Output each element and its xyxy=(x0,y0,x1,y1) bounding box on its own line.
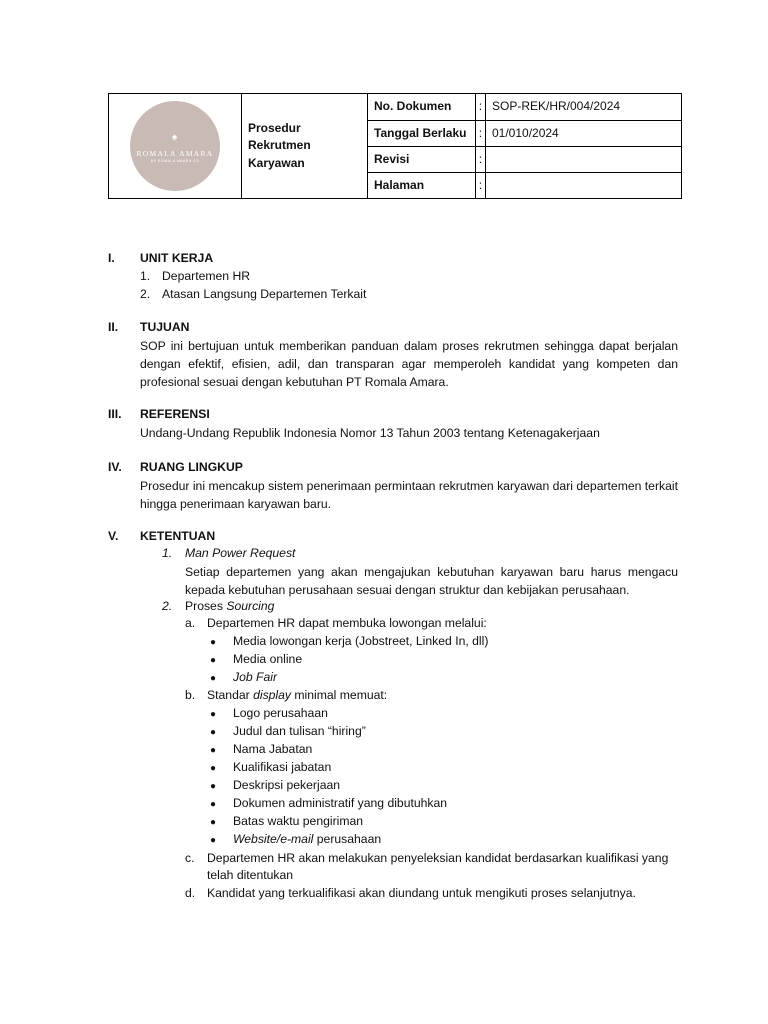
section-heading: REFERENSI xyxy=(140,407,210,421)
section-heading: RUANG LINGKUP xyxy=(140,460,243,474)
logo-tagline: BY ROMALA AMARA CO xyxy=(150,159,200,163)
list-item-continuation: telah ditentukan xyxy=(207,868,294,882)
bullet-item: Job Fair xyxy=(233,670,278,684)
doc-number-value: SOP-REK/HR/004/2024 xyxy=(486,94,682,121)
section-paragraph: SOP ini bertujuan untuk memberikan panduan dalam proses rekrutmen sehingga dapat berjalan dengan efektif, efisien, adil, dan transparan agar memperoleh kandidat yang kompeten dan profesional sesuai dengan kebutuhan PT Romala Amara. xyxy=(140,339,678,389)
bullet-icon: ● xyxy=(210,781,217,792)
bullet-item: Logo perusahaan xyxy=(233,706,328,720)
section-heading: UNIT KERJA xyxy=(140,251,214,265)
list-marker: 1. xyxy=(140,269,151,283)
bullet-item-italic: Website/e-mail xyxy=(233,832,314,846)
bullet-icon: ● xyxy=(210,727,217,738)
list-item: Kandidat yang terkualifikasi akan diundang untuk mengikuti proses selanjutnya. xyxy=(207,886,636,900)
subsection-title-italic: Sourcing xyxy=(226,599,275,613)
section-heading: TUJUAN xyxy=(140,320,190,334)
effective-date-value: 01/010/2024 xyxy=(486,121,682,147)
revision-value xyxy=(486,147,682,173)
page-label: Halaman xyxy=(368,173,476,199)
bullet-icon: ● xyxy=(210,655,217,666)
section-number: V. xyxy=(108,529,119,543)
bullet-item: Deskripsi pekerjaan xyxy=(233,778,341,792)
bullet-item: Media online xyxy=(233,652,303,666)
list-item: Departemen HR dapat membuka lowongan melalui: xyxy=(207,616,487,630)
bullet-item: Batas waktu pengiriman xyxy=(233,814,364,828)
list-marker: 2. xyxy=(162,599,173,613)
bullet-icon: ● xyxy=(210,763,217,774)
colon: : xyxy=(476,121,486,147)
bullet-icon: ● xyxy=(210,673,217,684)
list-marker: 2. xyxy=(140,287,151,301)
bullet-item: Judul dan tulisan “hiring” xyxy=(233,724,366,738)
section-number: III. xyxy=(108,407,122,421)
list-item: Departemen HR akan melakukan penyeleksian kandidat berdasarkan kualifikasi yang xyxy=(207,851,669,865)
bullet-item: Media lowongan kerja (Jobstreet, Linked In, dll) xyxy=(233,634,489,648)
page-value xyxy=(486,173,682,199)
text-italic: display xyxy=(253,688,292,702)
bullet-icon: ● xyxy=(210,835,217,846)
list-marker: b. xyxy=(185,688,196,702)
doc-number-label: No. Dokumen xyxy=(368,94,476,121)
section-heading: KETENTUAN xyxy=(140,529,216,543)
effective-date-label: Tanggal Berlaku xyxy=(368,121,476,147)
section-number: I. xyxy=(108,251,115,265)
section-paragraph: Undang-Undang Republik Indonesia Nomor 13 Tahun 2003 tentang Ketenagakerjaan xyxy=(140,426,600,440)
document-header-table xyxy=(108,93,682,199)
section-paragraph: Prosedur ini mencakup sistem penerimaan permintaan rekrutmen karyawan dari departemen terkait hingga penerimaan karyawan baru. xyxy=(140,479,678,511)
colon: : xyxy=(476,173,486,199)
bullet-icon: ● xyxy=(210,709,217,720)
list-marker: c. xyxy=(185,851,195,865)
bullet-icon: ● xyxy=(210,799,217,810)
subsection-paragraph: Setiap departemen yang akan mengajukan kebutuhan karyawan baru harus mengacu kepada kebutuhan perusahaan sesuai dengan struktur dan kebijakan perusahaan. xyxy=(185,565,678,597)
list-marker: 1. xyxy=(162,546,173,560)
bullet-icon: ● xyxy=(210,637,217,648)
bullet-icon: ● xyxy=(210,745,217,756)
section-number: IV. xyxy=(108,460,122,474)
logo-brand-text: ROMALA AMARA xyxy=(136,149,214,158)
subsection-title xyxy=(185,599,274,615)
bullet-item-rest: perusahaan xyxy=(313,832,382,846)
document-title: Prosedur Rekrutmen Karyawan xyxy=(242,94,368,199)
revision-label: Revisi xyxy=(368,147,476,173)
colon: : xyxy=(476,94,486,121)
bullet-item xyxy=(233,832,381,848)
bullet-item: Dokumen administratif yang dibutuhkan xyxy=(233,796,448,810)
bullet-item: Kualifikasi jabatan xyxy=(233,760,332,774)
colon: : xyxy=(476,147,486,173)
text-prefix: Standar xyxy=(207,688,254,702)
company-logo xyxy=(130,101,220,191)
text-suffix: minimal memuat: xyxy=(291,688,388,702)
list-marker: a. xyxy=(185,616,196,630)
section-number: II. xyxy=(108,320,119,334)
logo-cell xyxy=(109,94,242,199)
subsection-title: Man Power Request xyxy=(185,546,296,560)
list-item xyxy=(207,688,387,704)
logo-mark-icon: ♠ xyxy=(171,132,179,143)
bullet-item: Nama Jabatan xyxy=(233,742,313,756)
bullet-icon: ● xyxy=(210,817,217,828)
list-marker: d. xyxy=(185,886,196,900)
list-item: Atasan Langsung Departemen Terkait xyxy=(162,287,367,301)
subsection-title-prefix: Proses xyxy=(185,599,227,613)
list-item: Departemen HR xyxy=(162,269,251,283)
